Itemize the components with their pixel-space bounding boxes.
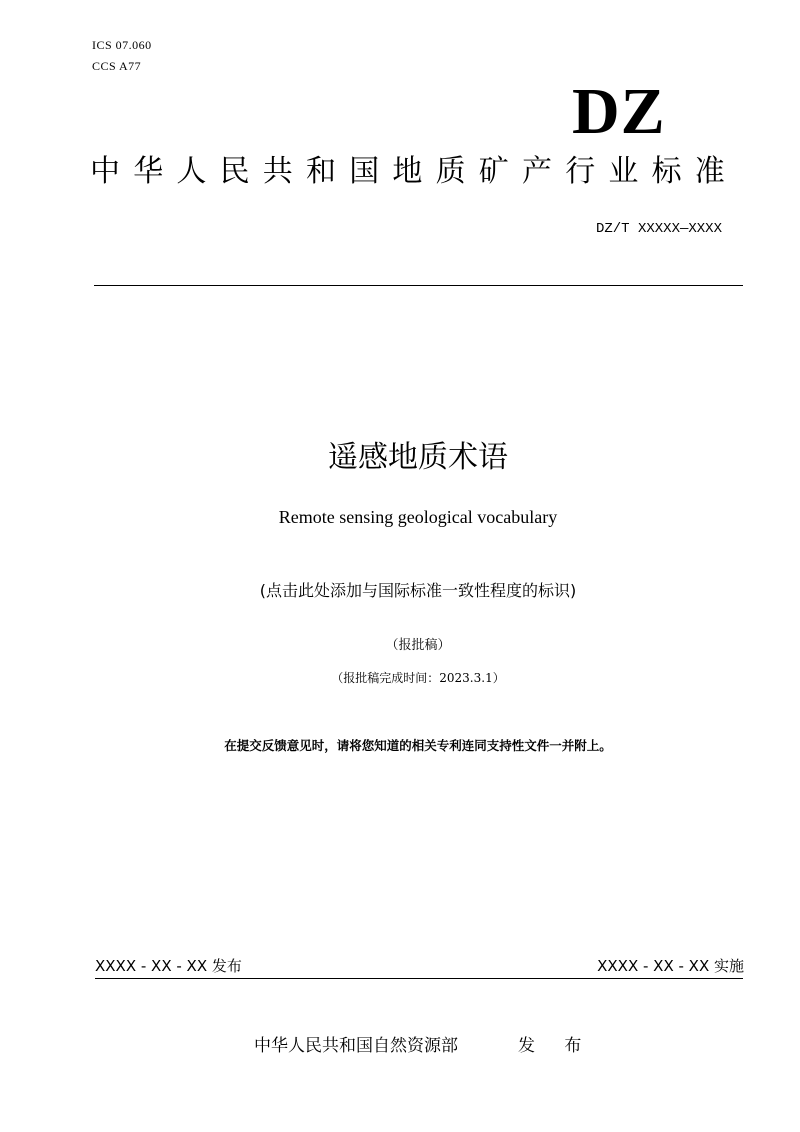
header-divider xyxy=(94,285,743,286)
footer-divider xyxy=(95,978,743,979)
ccs-code: CCS A77 xyxy=(92,59,142,73)
draft-completion-date: （报批稿完成时间：2023.3.1） xyxy=(331,671,505,685)
implementation-date: XXXX - XX - XX 实施 xyxy=(597,957,744,975)
issuing-authority: 中华人民共和国自然资源部 xyxy=(254,1036,458,1056)
standard-category-name: 中华人民共和国地质矿产行业标准 xyxy=(90,154,738,189)
standard-number: DZ/T XXXXX—XXXX xyxy=(595,221,722,237)
dz-logo: DZ xyxy=(572,75,666,148)
issue-label: 发 布 xyxy=(518,1036,594,1056)
patent-notice: 在提交反馈意见时，请将您知道的相关专利连同支持性文件一并附上。 xyxy=(224,738,612,753)
document-title-chinese: 遥感地质术语 xyxy=(328,440,508,475)
draft-status: （报批稿） xyxy=(385,638,451,653)
document-title-english: Remote sensing geological vocabulary xyxy=(278,507,558,527)
ics-code: ICS 07.060 xyxy=(92,38,152,52)
issue-date: XXXX - XX - XX 发布 xyxy=(95,957,242,975)
consistency-placeholder[interactable]: (点击此处添加与国际标准一致性程度的标识) xyxy=(259,581,577,600)
